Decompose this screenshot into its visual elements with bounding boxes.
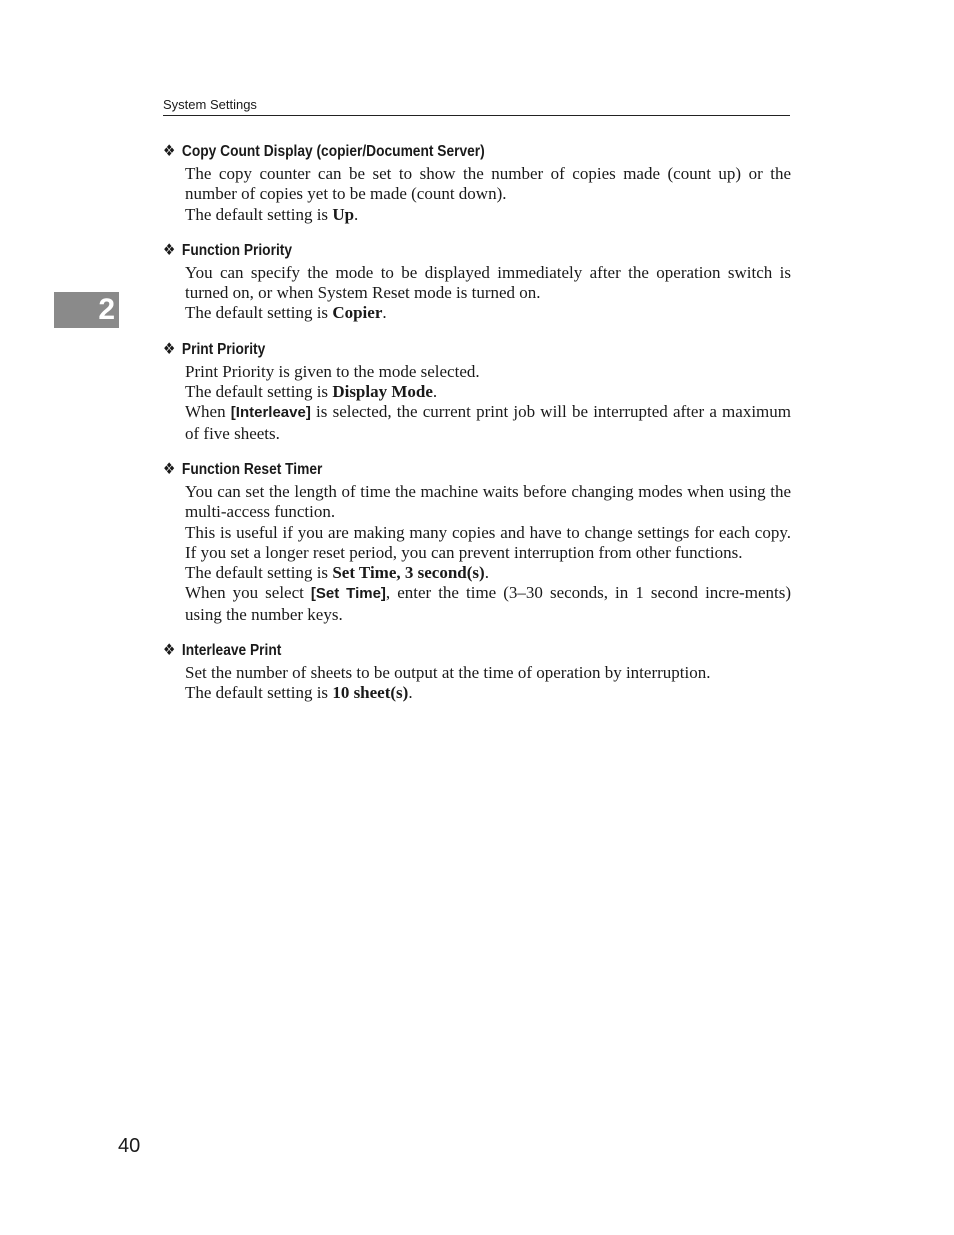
section-title-text: Copy Count Display (copier/Document Server) [181,143,485,160]
diamond-bullet-icon: ❖ [163,143,176,160]
default-label: The default setting is [185,563,333,583]
punctuation: . [354,204,359,224]
running-header: System Settings [163,96,790,116]
description: Print Priority is given to the mode selected. [185,361,480,381]
section-title [163,458,703,482]
description: Set the number of sheets to be output at the time of operation by interruption. [185,663,711,683]
note-prefix: When [185,402,231,422]
note-prefix: When you select [185,583,311,603]
section-interleave-print [163,639,791,704]
default-setting [185,683,791,703]
default-label: The default setting is [185,204,333,224]
section-title [163,239,703,263]
section-title [163,140,703,164]
note-suffix: , enter the time (3–30 seconds, in 1 second incre-ments) using the number keys. [185,583,791,624]
default-label: The default setting is [185,382,333,402]
interleave-key: [Interleave] [230,404,311,422]
section-copy-count-display [163,140,791,225]
default-value: Display Mode [332,382,433,402]
diamond-bullet-icon: ❖ [163,340,176,358]
set-time-key: [Set Time] [310,585,386,603]
default-value: 10 sheet(s) [332,683,409,703]
punctuation: . [382,303,387,323]
section-function-priority [163,239,791,324]
default-value: Up [332,204,355,224]
section-print-priority [163,338,791,444]
note [185,583,791,625]
punctuation: . [432,382,438,402]
diamond-bullet-icon: ❖ [163,460,176,478]
section-title-text: Interleave Print [181,642,282,660]
description-detail: This is useful if you are making many copies and have to change settings for each copy. If you set a longer reset period, you can prevent interruption from other functions. [185,522,791,562]
default-setting [185,303,791,323]
description: The copy counter can be set to show the number of copies made (count up) or the number of copies yet to be made (count down). [185,164,791,204]
note-suffix: is selected, the current print job will be interrupted after a maximum of five sheets. [185,402,791,443]
section-title [163,639,703,663]
default-setting [185,563,791,583]
default-setting [185,382,791,402]
note [185,402,791,444]
punctuation: . [408,683,413,703]
default-value: Copier [332,303,383,323]
section-title-text: Function Reset Timer [181,460,323,478]
default-label: The default setting is [185,303,333,323]
diamond-bullet-icon: ❖ [163,241,176,259]
default-setting [185,205,791,225]
punctuation: . [484,563,489,583]
default-value: Set Time, 3 second(s) [332,563,485,583]
section-function-reset-timer [163,458,791,625]
diamond-bullet-icon: ❖ [163,642,176,660]
description: You can set the length of time the machine waits before changing modes when using the multi-access function. [185,481,791,522]
section-title [163,338,703,362]
default-label: The default setting is [185,683,333,703]
section-title-text: Function Priority [181,241,292,259]
settings-list [163,140,791,718]
page-number: 40 [118,1135,141,1157]
chapter-tab: 2 [54,292,119,328]
description: You can specify the mode to be displayed immediately after the operation switch is turned on, or when System Reset mode is turned on. [185,262,791,303]
section-title-text: Print Priority [181,340,266,358]
